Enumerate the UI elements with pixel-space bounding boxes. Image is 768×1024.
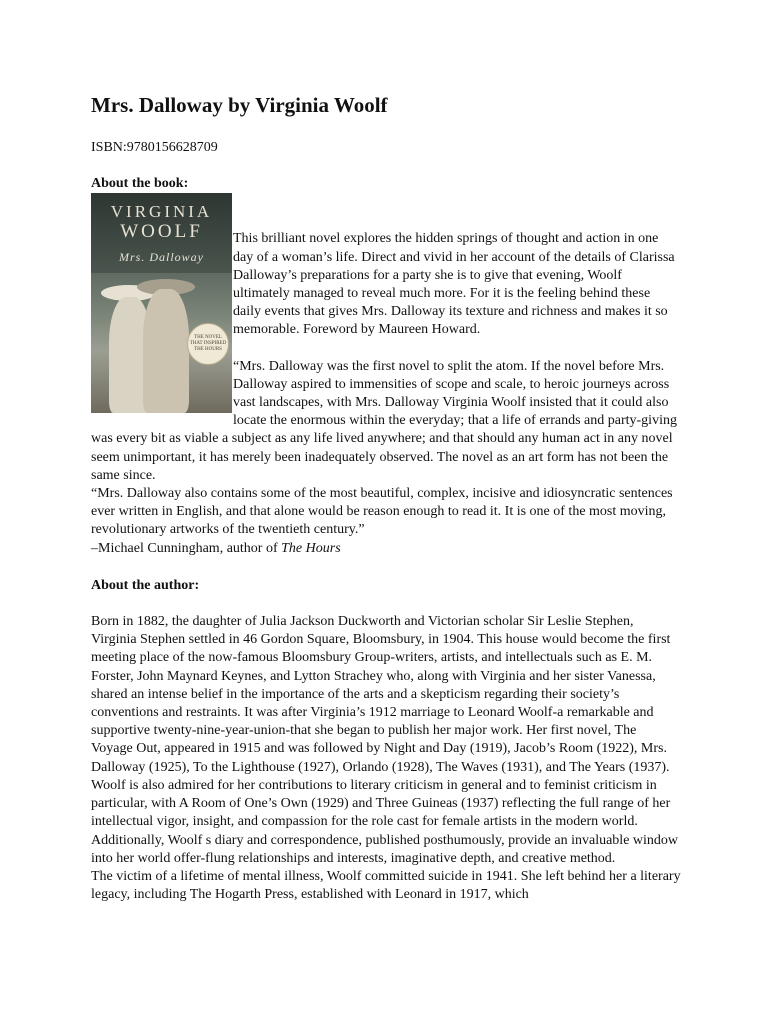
cover-author-first: VIRGINIA (110, 202, 213, 222)
cover-seal (187, 323, 229, 365)
document-page (91, 92, 681, 904)
review-quote: “Mrs. Dalloway also contains some of the most beautiful, complex, incisive and idiosyncratic sentences ever written in English, and that alone would be reason enough to read it. It is one of the most moving, revolutionary artworks of the twentieth century.” (91, 486, 673, 538)
cover-figure (143, 289, 189, 413)
about-author-heading: About the author: (91, 577, 200, 593)
cover-author-last: WOOLF (120, 221, 203, 243)
about-book-heading: About the book: (91, 176, 189, 192)
paragraph-spacer (91, 595, 681, 613)
cover-title: Mrs. Dalloway (119, 250, 204, 265)
attribution-work: The Hours (281, 540, 341, 556)
cover-seal-text: THE NOVEL THAT INSPIRED THE HOURS (189, 335, 227, 353)
document-title: Mrs. Dalloway by Virginia Woolf (91, 93, 388, 117)
author-paragraph: The victim of a lifetime of mental illness, Woolf committed suicide in 1941. She left behind her a literary legacy, including The Hogarth Press, established with Leonard in 1917, which (91, 868, 681, 903)
review-quote: “Mrs. Dalloway was the first novel to split the atom. If the novel before Mrs. Dalloway aspired to immensities of scope and scale, to heroic journeys across vast landscapes, with Mrs. Dalloway Virginia Woolf insisted that it could also locate the enormous within the everyday; that a life of errands and party-giving was every bit as viable a subject as any life lived anywhere; and that should any human act in any novel seem unimportant, it has merely been inadequately observed. The novel as an art form has not been the same since. (91, 358, 677, 483)
book-description: This brilliant novel explores the hidden springs of thought and action in one day of a woman’s life. Direct and vivid in her account of the details of Clarissa Dalloway’s preparations for a party she is to give that evening, Woolf ultimately managed to reveal much more. For it is the feeling behind these daily events that gives Mrs. Dalloway its texture and richness and makes it so memorable. Foreword by Maureen Howard. (233, 231, 675, 338)
isbn-line: ISBN:9780156628709 (91, 140, 218, 155)
author-paragraph: Born in 1882, the daughter of Julia Jackson Duckworth and Victorian scholar Sir Leslie Stephen, Virginia Stephen settled in 46 Gordon Square, Bloomsbury, in 1904. This house would become the first meeting place of the now-famous Bloomsbury Group-writers, artists, and intellectuals such as E. M. Forster, John Maynard Keynes, and Lytton Strachey who, along with Virginia and her sister Vanessa, shared an intense belief in the importance of the arts and a skepticism regarding their society’s conventions and restraints. It was after Virginia’s 1912 marriage to Leonard Woolf-a remarkable and supportive twenty-nine-year-union-that she began to publish her major work. Her first novel, The Voyage Out, appeared in 1915 and was followed by Night and Day (1919), Jacob’s Room (1922), Mrs. Dalloway (1925), To the Lighthouse (1927), Orlando (1928), The Waves (1931), and The Years (1937). (91, 614, 671, 775)
attribution-prefix: –Michael Cunningham, author of (91, 540, 282, 556)
review-attribution (91, 540, 681, 558)
book-cover-image (91, 193, 232, 413)
author-paragraph: Woolf is also admired for her contributions to literary criticism in general and to feminist criticism in particular, with A Room of One’s Own (1929) and Three Guineas (1937) reflecting the full range of her intellectual vigor, insight, and compassion for the role cast for female artists in the modern world. Additionally, Woolf s diary and correspondence, published posthumously, provide an invaluable window into her world offer-flung relationships and interests, imaginative depth, and creative method. (91, 777, 679, 866)
